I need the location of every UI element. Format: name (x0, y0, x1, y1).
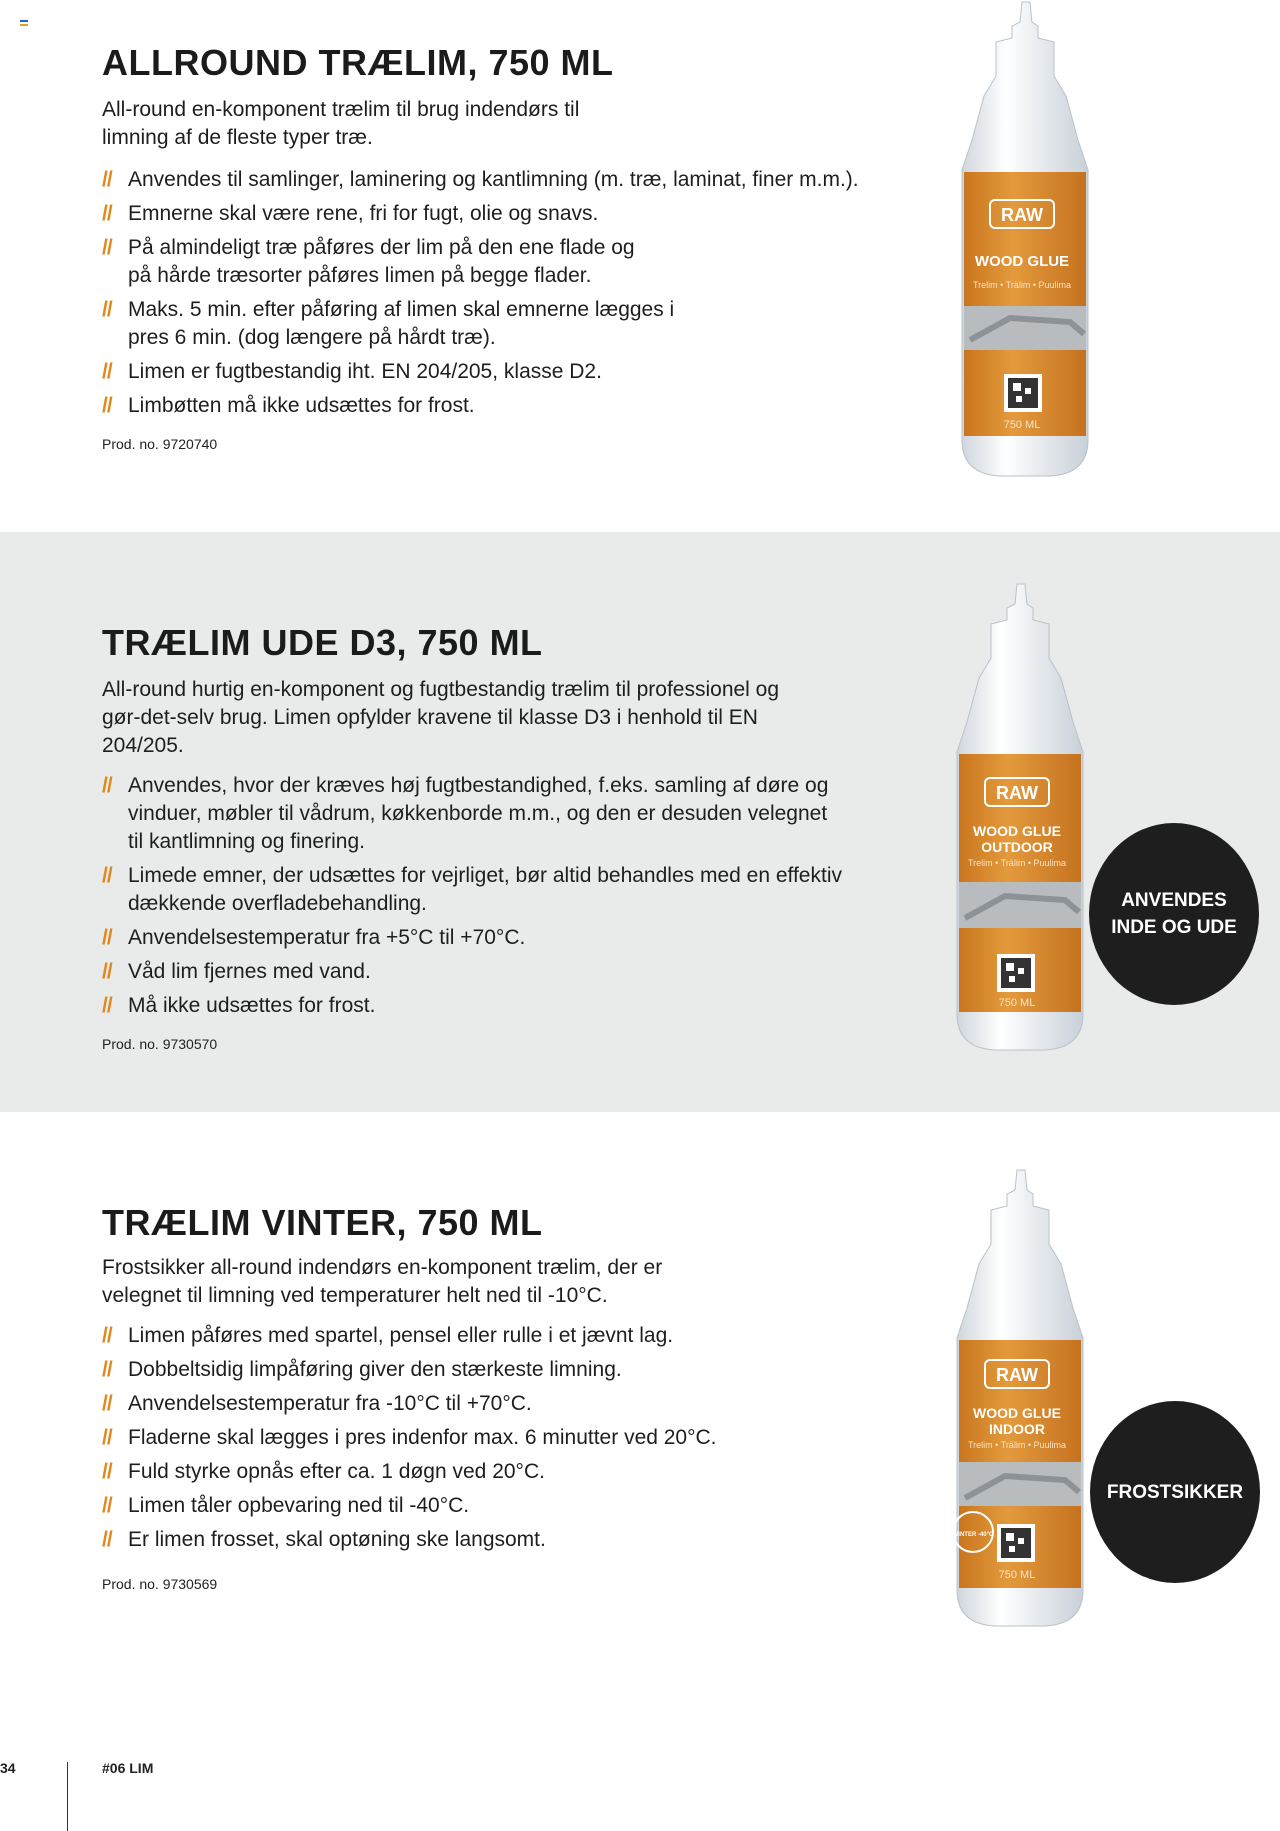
list-item: // Limbøtten må ikke udsættes for frost. (102, 392, 922, 420)
list-item: // Limen påføres med spartel, pensel eller rulle i et jævnt lag. (102, 1322, 922, 1350)
bottle-line1: WOOD GLUE (973, 823, 1061, 839)
list-item: // Anvendes til samlinger, laminering og kantlimning (m. træ, laminat, finer m.m.). (102, 166, 922, 194)
feature-badge: FROSTSIKKER (1090, 1401, 1260, 1583)
bullet-mark: // (102, 1460, 112, 1483)
list-item: // Våd lim fjernes med vand. (102, 958, 842, 986)
product-allround (0, 0, 1280, 532)
bullet-list (102, 166, 922, 426)
bottle-brand: RAW (996, 1365, 1038, 1385)
bullet-mark: // (102, 236, 112, 259)
bullet-mark: // (102, 394, 112, 417)
bullet-mark: // (102, 1358, 112, 1381)
bullet-mark: // (102, 994, 112, 1017)
product-title: TRÆLIM UDE D3, 750 ML (102, 622, 543, 663)
bullet-mark: // (102, 926, 112, 949)
bullet-mark: // (102, 960, 112, 983)
list-item: // Må ikke udsættes for frost. (102, 992, 842, 1020)
product-intro: All-round en-komponent trælim til brug indendørs til limning af de fleste typer træ. (102, 98, 580, 149)
product-image-bottle (945, 582, 1095, 1052)
list-item: // Anvendelsestemperatur fra -10°C til +70°C. (102, 1390, 922, 1418)
bottle-brand: RAW (996, 783, 1038, 803)
list-item: // Limede emner, der udsættes for vejrliget, bør altid behandles med en effektiv dækkende overfladebehandling. (102, 864, 842, 915)
bottle-volume: 750 ML (998, 1569, 1036, 1581)
list-item: // På almindeligt træ påføres der lim på den ene flade og på hårde træsorter påføres limen på begge flader. (102, 236, 635, 287)
list-item: // Fuld styrke opnås efter ca. 1 døgn ved 20°C. (102, 1458, 922, 1486)
bullet-mark: // (102, 1528, 112, 1551)
bullet-mark: // (102, 1324, 112, 1347)
bullet-mark: // (102, 864, 112, 887)
product-image-bottle (950, 0, 1100, 478)
list-item: // Limen er fugtbestandig iht. EN 204/205, klasse D2. (102, 358, 922, 386)
bottle-line2: OUTDOOR (981, 839, 1053, 855)
bottle-sub: Trelim • Trälim • Puulima (973, 280, 1071, 290)
bullet-mark: // (102, 168, 112, 191)
product-vinter (0, 1112, 1280, 1712)
bullet-mark: // (102, 360, 112, 383)
footer-divider (67, 1762, 68, 1831)
list-item: // Anvendes, hvor der kræves høj fugtbestandighed, f.eks. samling af døre og vinduer, møbler til vådrum, køkkenborde m.m., og den er desuden velegnet til kantlimning og finering. (102, 774, 829, 853)
bottle-volume: 750 ML (1003, 419, 1041, 431)
list-item: // Dobbeltsidig limpåføring giver den stærkeste limning. (102, 1356, 922, 1384)
product-title: TRÆLIM VINTER, 750 ML (102, 1202, 543, 1243)
product-intro: All-round hurtig en-komponent og fugtbestandig trælim til professionel og gør-det-selv brug. Limen opfylder kravene til klasse D3 i henhold til EN 204/205. (102, 678, 780, 757)
bullet-mark: // (102, 1426, 112, 1449)
bottle-line2: INDOOR (989, 1421, 1045, 1437)
bullet-list (102, 1322, 922, 1560)
bottle-line1: WOOD GLUE (973, 1405, 1061, 1421)
list-item: // Fladerne skal lægges i pres indenfor max. 6 minutter ved 20°C. (102, 1424, 922, 1452)
product-title: ALLROUND TRÆLIM, 750 ML (102, 42, 614, 83)
bottle-sub: Trelim • Trälim • Puulima (968, 858, 1066, 868)
product-image-bottle (945, 1168, 1095, 1628)
bullet-mark: // (102, 1494, 112, 1517)
list-item: // Emnerne skal være rene, fri for fugt, olie og snavs. (102, 200, 922, 228)
bullet-list (102, 772, 842, 1026)
list-item: // Maks. 5 min. efter påføring af limen skal emnerne lægges i pres 6 min. (dog længere på hårdt træ). (102, 298, 675, 349)
section-label: #06 LIM (102, 1760, 154, 1776)
bottle-volume: 750 ML (998, 997, 1036, 1009)
list-item: // Limen tåler opbevaring ned til -40°C. (102, 1492, 922, 1520)
product-ude-d3 (0, 532, 1280, 1112)
bullet-mark: // (102, 1392, 112, 1415)
bottle-sub: Trelim • Trälim • Puulima (968, 1440, 1066, 1450)
bottle-brand: RAW (1001, 205, 1043, 225)
bullet-mark: // (102, 774, 112, 797)
product-number: Prod. no. 9730569 (102, 1576, 218, 1592)
bottle-line1: WOOD GLUE (974, 253, 1070, 270)
product-number: Prod. no. 9730570 (102, 1036, 218, 1052)
bullet-mark: // (102, 298, 112, 321)
list-item: // Er limen frosset, skal optøning ske langsomt. (102, 1526, 922, 1554)
bullet-mark: // (102, 202, 112, 225)
product-number: Prod. no. 9720740 (102, 436, 218, 452)
list-item: // Anvendelsestemperatur fra +5°C til +70°C. (102, 924, 842, 952)
bottle-winter: WINTER -40°C (952, 1532, 994, 1538)
page-number: 34 (0, 1760, 16, 1776)
product-intro: Frostsikker all-round indendørs en-komponent trælim, der er velegnet til limning ved temperaturer helt ned til -10°C. (102, 1256, 663, 1307)
feature-badge: ANVENDES INDE OG UDE (1089, 823, 1259, 1005)
